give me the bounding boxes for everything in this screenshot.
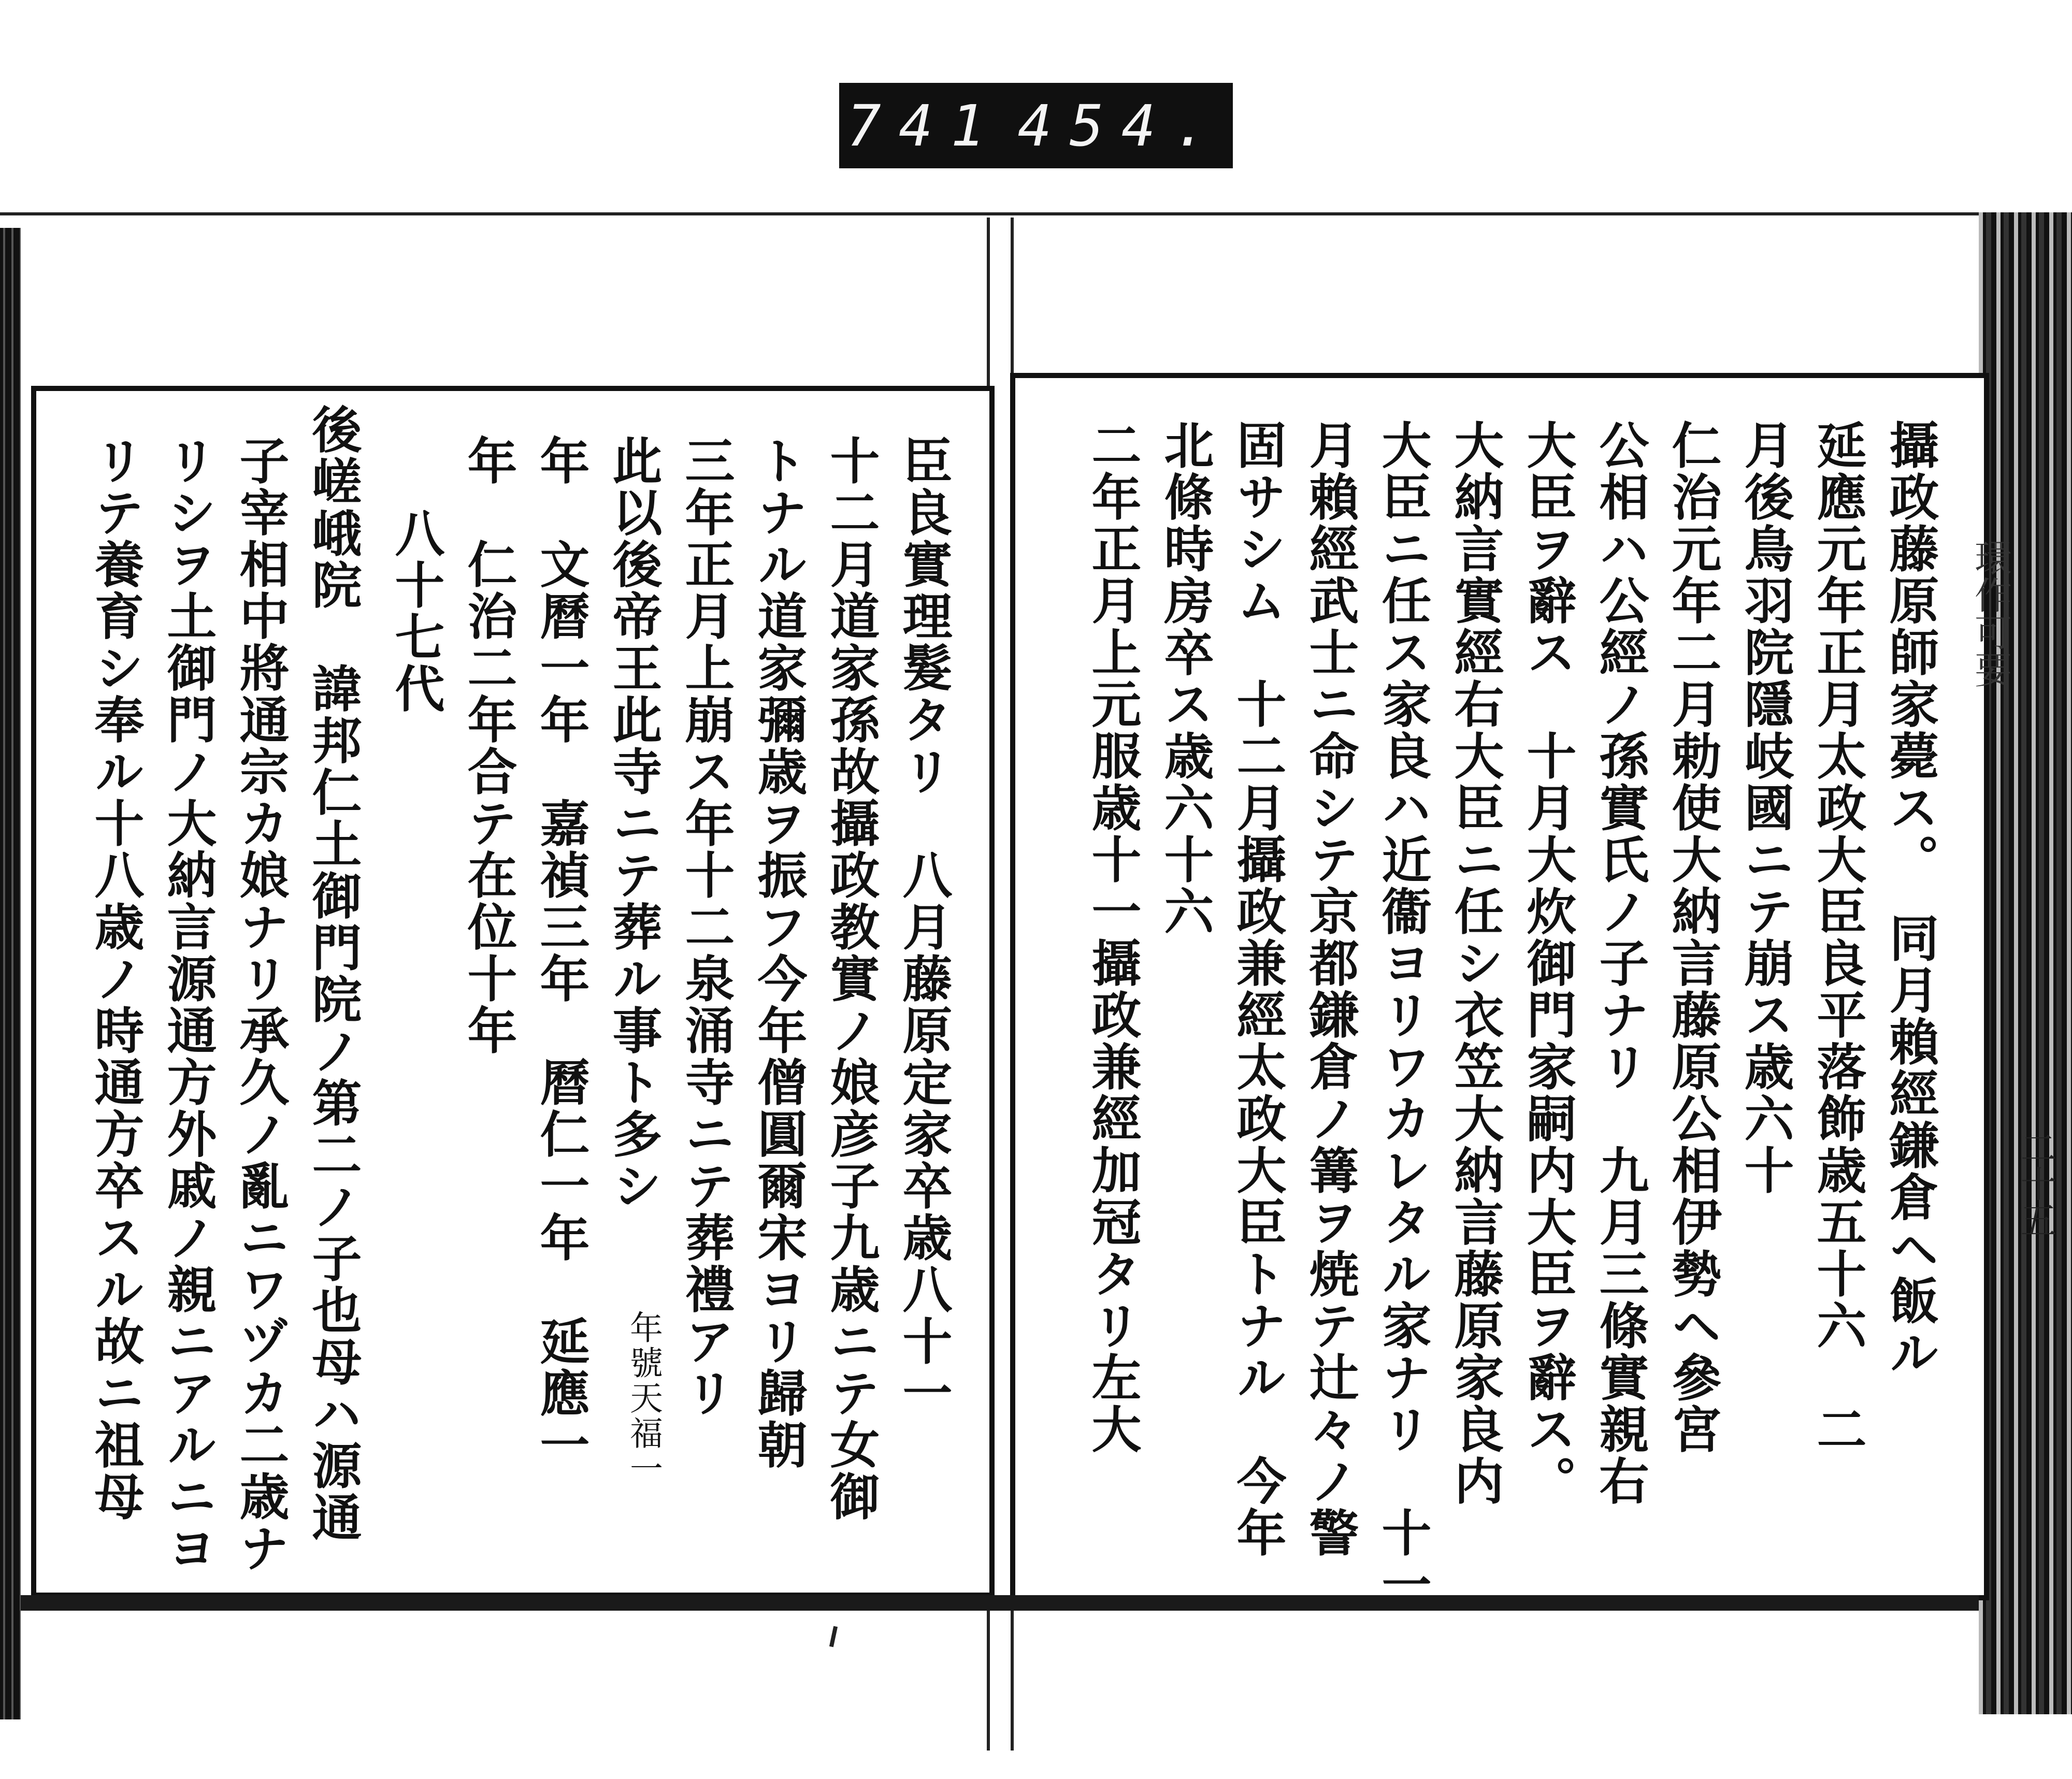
running-title: 環作可要 [1968,539,2012,688]
era-note: 年號天福一 [624,1310,663,1486]
right-column-3: 月後鳥羽院隱岐國ニテ崩ス歳六十 [1736,420,1795,1196]
right-column-8: 大臣ニ任ス家良ハ近衞ヨリワカレタル家ナリ 十一 [1374,420,1432,1611]
left-column-11: リシヲ土御門ノ大納言源通方外戚ノ親ニアルニヨ [159,435,218,1574]
left-column-3: トナル道家彌歳ヲ振フ今年僧圓爾宋ヨリ歸朝 [750,435,808,1471]
stray-ink-mark [829,1626,838,1647]
left-column-2: 十二月道家孫故攝政教實ノ娘彦子九歳ニテ女御 [822,435,881,1523]
left-column-7: 年 仁治二年合テ在位十年 [459,435,518,1057]
left-column-10: 子宰相中將通宗カ娘ナリ承久ノ亂ニワヅカ二歳ナ [232,435,290,1574]
right-column-2: 延應元年正月太政大臣良平落飾歳五十六 二 [1809,420,1867,1455]
catalog-number-label [839,83,1233,168]
right-column-7: 大納言實經右大臣ニ任シ衣笠大納言藤原家良内 [1446,420,1505,1507]
left-book-edge [0,228,21,1719]
right-column-1: 攝政藤原師家薨ス。 同月賴經鎌倉ヘ飯ル [1881,420,1940,1379]
left-column-5: 此以後帝王此寺ニテ葬ル事ト多シ [605,435,663,1212]
bottom-page-edge [21,1595,1979,1611]
right-column-6: 大臣ヲ辭ス 十月大炊御門家嗣内大臣ヲ辭ス。 [1519,420,1577,1507]
right-column-9: 月賴經武士ニ命シテ京都鎌倉ノ篝ヲ焼テ辻々ノ警 [1301,420,1360,1559]
left-column-8-generation: 八十七代 [387,508,445,715]
left-column-9: 後嵯峨院 諱邦仁土御門院ノ第二ノ子也母ハ源通 [304,404,363,1543]
left-column-6: 年 文曆一年 嘉禎三年 曆仁一年 延應一 [532,435,591,1471]
page-top-edge [0,212,2072,215]
page-number: 二十五 [2015,1129,2057,1238]
right-column-4: 仁治元年二月勅使大納言藤原公相伊勢ヘ參宮 [1664,420,1722,1455]
left-column-1: 臣良實理髮タリ 八月藤原定家卒歳八十一 [895,435,953,1419]
left-column-12: リテ養育シ奉ル十八歳ノ時通方卒スル故ニ祖母 [87,435,145,1523]
catalog-number-right: 454. [1017,92,1226,159]
left-column-4: 三年正月上崩ス年十二泉涌寺ニテ葬禮アリ [677,435,736,1419]
right-column-5: 公相ハ公經ノ孫實氏ノ子ナリ 九月三條實親右 [1591,420,1650,1507]
right-book-edge [1979,212,2072,1714]
right-column-11: 北條時房卒ス歳六十六 [1156,420,1215,937]
right-column-10: 固サシム 十二月攝政兼經太政大臣トナル 今年 [1229,420,1287,1559]
right-column-12: 二年正月上元服歳十一攝政兼經加冠タリ左大 [1084,420,1142,1455]
catalog-number-left: 741 [846,92,1003,159]
